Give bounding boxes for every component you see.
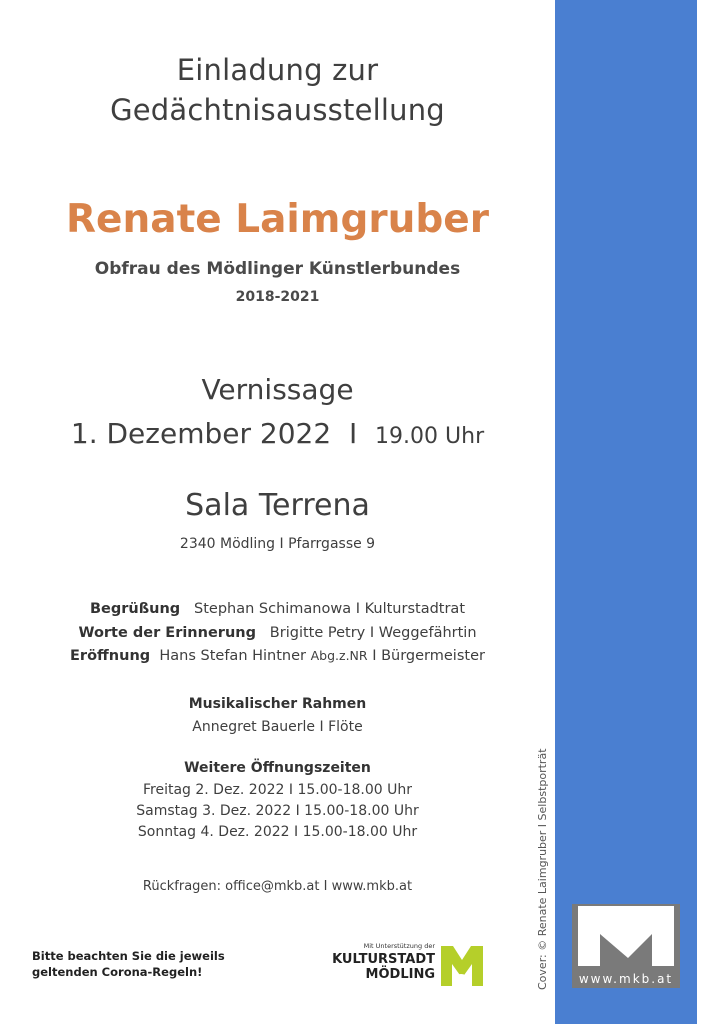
speaker-person: Stephan Schimanowa I Kulturstadtrat	[194, 601, 465, 617]
speaker-title: Abg.z.NR	[310, 648, 368, 663]
speaker-person: Brigitte Petry I Weggefährtin	[269, 625, 477, 641]
corona-line-2: geltenden Corona-Regeln!	[32, 965, 203, 979]
contact-line: Rückfragen: office@mkb.at I www.mkb.at	[142, 879, 413, 894]
speaker-role: Eröffnung	[70, 648, 151, 664]
vernissage-date: 1. Dezember 2022	[70, 417, 332, 450]
cover-credit: Cover: © Renate Laimgruber I Selbstporträt	[536, 748, 549, 990]
invitation-line-2: Gedächtnisausstellung	[110, 93, 445, 127]
hours-list	[0, 780, 555, 843]
invitation-line-1: Einladung zur	[176, 53, 379, 87]
music-heading: Musikalischer Rahmen	[188, 696, 367, 712]
sponsor-line-2: MÖDLING	[365, 967, 435, 982]
sponsor-name	[325, 952, 435, 982]
hours-line: Sonntag 4. Dez. 2022 I 15.00-18.00 Uhr	[137, 824, 418, 840]
mkb-url: www.mkb.at	[578, 972, 674, 986]
artist-years: 2018-2021	[235, 289, 320, 305]
sponsor-logo	[325, 942, 490, 990]
sponsor-line-1: KULTURSTADT	[332, 952, 435, 967]
speaker-role: Worte der Erinnerung	[78, 625, 256, 641]
artist-role: Obfrau des Mödlinger Künstlerbundes	[94, 259, 461, 279]
speaker-row	[0, 648, 555, 664]
venue-address: 2340 Mödling I Pfarrgasse 9	[179, 536, 376, 552]
speaker-row	[0, 601, 555, 617]
speaker-role: Begrüßung	[89, 601, 181, 617]
vernissage-date-line	[0, 417, 555, 450]
blue-side-bar	[555, 0, 697, 1024]
separator: I	[348, 417, 358, 450]
hours-line: Samstag 3. Dez. 2022 I 15.00-18.00 Uhr	[136, 803, 419, 819]
speaker-person: Hans Stefan Hintner	[159, 648, 306, 664]
corona-line-1: Bitte beachten Sie die jeweils	[32, 949, 225, 963]
vernissage-time: 19.00 Uhr	[375, 424, 485, 449]
venue-name: Sala Terrena	[185, 488, 370, 523]
hours-heading: Weitere Öffnungszeiten	[184, 760, 371, 776]
artist-name: Renate Laimgruber	[66, 197, 489, 242]
speaker-suffix: I Bürgermeister	[372, 648, 485, 664]
moedling-m-icon	[439, 942, 485, 988]
sponsor-small-text: Mit Unterstützung der	[363, 942, 435, 950]
hours-line: Freitag 2. Dez. 2022 I 15.00-18.00 Uhr	[142, 782, 413, 798]
invitation-heading	[0, 50, 555, 130]
music-performer: Annegret Bauerle I Flöte	[192, 719, 363, 735]
corona-notice	[32, 948, 225, 980]
speaker-row	[0, 625, 555, 641]
vernissage-title: Vernissage	[201, 373, 354, 406]
